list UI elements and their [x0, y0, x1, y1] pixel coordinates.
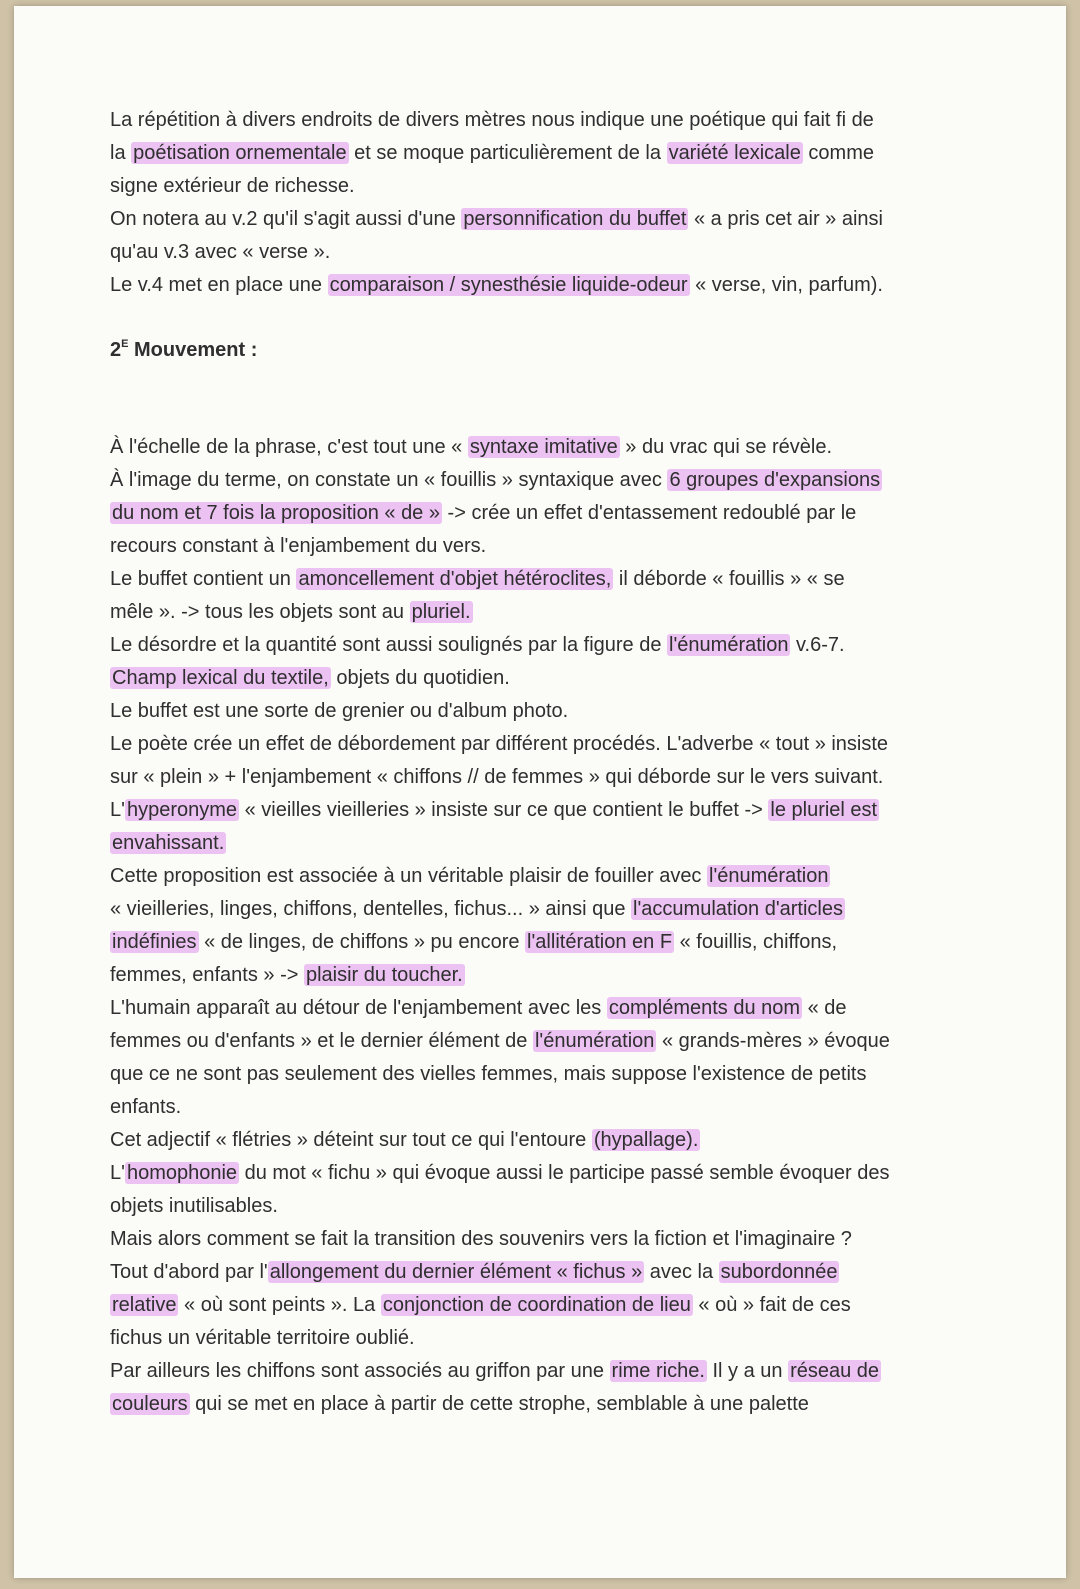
highlight: rime riche. — [611, 1360, 705, 1382]
text-line: Le buffet est une sorte de grenier ou d'album photo. — [110, 700, 569, 722]
text-line: femmes, enfants » -> plaisir du toucher. — [110, 964, 463, 986]
text-line: Le v.4 met en place une comparaison / synesthésie liquide-odeur « verse, vin, parfum). — [110, 274, 883, 296]
text-line: Le buffet contient un amoncellement d'objet hétéroclites, il déborde « fouillis » « se — [110, 568, 845, 590]
highlight: hyperonyme — [126, 799, 238, 821]
highlight: l'allitération en F — [527, 931, 673, 953]
text-line: enfants. — [110, 1096, 182, 1118]
highlight: syntaxe imitative — [469, 436, 618, 458]
highlight: l'énumération — [669, 634, 789, 656]
highlight: l'accumulation d'articles — [633, 898, 843, 920]
highlight: couleurs — [112, 1393, 188, 1415]
highlight: réseau de — [790, 1360, 880, 1382]
text-line: qu'au v.3 avec « verse ». — [110, 241, 331, 263]
highlight: allongement du dernier élément « fichus » — [269, 1261, 643, 1283]
text-line: femmes ou d'enfants » et le dernier élément de l'énumération « grands-mères » évoque — [110, 1030, 890, 1052]
highlight: Champ lexical du textile, — [112, 667, 329, 689]
highlight: plaisir du toucher. — [305, 964, 463, 986]
text-line: Mais alors comment se fait la transition des souvenirs vers la fiction et l'imaginaire ? — [110, 1228, 852, 1250]
text-line: L'humain apparaît au détour de l'enjambement avec les compléments du nom « de — [110, 997, 847, 1019]
highlight: l'énumération — [534, 1030, 655, 1052]
highlight: envahissant. — [112, 832, 225, 854]
text-line — [110, 827, 1000, 860]
highlight: indéfinies — [112, 931, 197, 953]
text-line: Cette proposition est associée à un véritable plaisir de fouiller avec l'énumération — [110, 865, 829, 887]
text-line: Par ailleurs les chiffons sont associés au griffon par une rime riche. Il y a un réseau de — [110, 1360, 880, 1382]
section-heading: $2^E$ Mouvement : — [110, 338, 258, 361]
highlight: du nom et 7 fois la proposition « de » — [112, 502, 440, 524]
highlight: (hypallage). — [593, 1129, 699, 1151]
highlight: personnification du buffet — [463, 208, 687, 230]
highlight: conjonction de coordination de lieu — [382, 1294, 691, 1316]
paper-sheet — [14, 6, 1066, 1578]
highlight: amoncellement d'objet hétéroclites, — [298, 568, 612, 590]
text-line: Le désordre et la quantité sont aussi soulignés par la figure de l'énumération v.6-7. — [110, 634, 845, 656]
text-line: À l'image du terme, on constate un « fouillis » syntaxique avec 6 groupes d'expansions — [110, 469, 881, 491]
highlight: poétisation ornementale — [133, 142, 347, 164]
text-line: L' homophonie du mot « fichu » qui évoque aussi le participe passé semble évoquer des — [110, 1162, 890, 1184]
text-line: sur « plein » + l'enjambement « chiffons // de femmes » qui déborde sur le vers suivant. — [110, 766, 884, 788]
text-line: du nom et 7 fois la proposition « de » -> crée un effet d'entassement redoublé par le — [112, 502, 857, 524]
text-line: recours constant à l'enjambement du vers. — [110, 535, 487, 557]
text-line: La répétition à divers endroits de divers mètres nous indique une poétique qui fait fi de — [110, 109, 874, 131]
text-line: « vieilleries, linges, chiffons, dentelles, fichus... » ainsi que l'accumulation d'articles — [110, 898, 843, 920]
text-line: mêle ». -> tous les objets sont au pluriel. — [110, 601, 471, 623]
highlight: comparaison / synesthésie liquide-odeur — [329, 274, 688, 296]
text-line: Tout d'abord par l' allongement du dernier élément « fichus » avec la subordonnée — [110, 1261, 838, 1283]
highlight: variété lexicale — [668, 142, 801, 164]
highlight: relative — [112, 1294, 177, 1316]
text-line: couleurs qui se met en place à partir de cette strophe, semblable à une palette — [112, 1393, 809, 1415]
highlight: l'énumération — [709, 865, 829, 887]
text-line: L' hyperonyme « vieilles vieilleries » insiste sur ce que contient le buffet -> le pluriel est — [110, 799, 878, 821]
text-line: la poétisation ornementale et se moque particulièrement de la variété lexicale comme — [110, 142, 874, 164]
notes-text — [110, 104, 1000, 1421]
text-line: On notera au v.2 qu'il s'agit aussi d'une personnification du buffet « a pris cet air » ainsi — [110, 208, 883, 230]
spacer — [110, 367, 1000, 431]
highlight: pluriel. — [411, 601, 471, 623]
text-line: relative « où sont peints ». La conjonction de coordination de lieu « où » fait de ces — [112, 1294, 851, 1316]
text-line: Champ lexical du textile, objets du quotidien. — [112, 667, 510, 689]
highlight: homophonie — [126, 1162, 238, 1184]
text-line: signe extérieur de richesse. — [110, 175, 355, 197]
highlight: subordonnée — [720, 1261, 838, 1283]
text-line: fichus un véritable territoire oublié. — [110, 1327, 415, 1349]
highlight: 6 groupes d'expansions — [669, 469, 881, 491]
text-line: Le poète crée un effet de débordement par différent procédés. L'adverbe « tout » insiste — [110, 733, 889, 755]
text-line: indéfinies « de linges, de chiffons » pu encore l'allitération en F « fouillis, chiffons, — [112, 931, 838, 953]
text-line: objets inutilisables. — [110, 1195, 278, 1217]
highlight: compléments du nom — [608, 997, 801, 1019]
text-line: Cet adjectif « flétries » déteint sur tout ce qui l'entoure (hypallage). — [110, 1129, 699, 1151]
text-line: À l'échelle de la phrase, c'est tout une « syntaxe imitative » du vrac qui se révèle. — [110, 436, 833, 458]
text-line: que ce ne sont pas seulement des vielles femmes, mais suppose l'existence de petits — [110, 1063, 867, 1085]
highlight: le pluriel est — [770, 799, 878, 821]
